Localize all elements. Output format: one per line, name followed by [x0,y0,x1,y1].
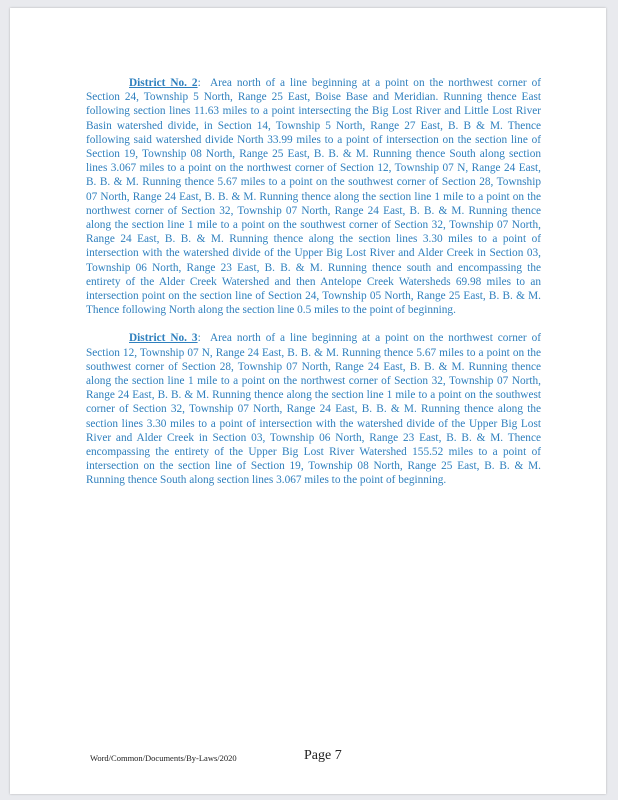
document-body [86,76,541,502]
district-3-colon: : [197,332,210,345]
district-2-heading: District No. 2 [129,77,198,89]
footer-page-number: Page 7 [304,748,342,763]
document-page [10,8,606,794]
district-2-colon: : [197,77,210,89]
district-3-heading: District No. 3 [129,332,198,345]
district-2-text: Area north of a line beginning at a point on the northwest corner of Section 24, Township 5 North, Range 25 East, Boise Base and Meridian. Running thence East following section lines 11.63 miles to a point intersecting the Big Lost River and Little Lost River Basin watershed divide, in Section 14, Township 5 North, Range 27 East, B. B & M. Thence following said watershed divide North 33.99 miles to a point of intersection on the section line of Section 19, Township 08 North, Range 25 East, B. B. & M. Running thence South along section lines 3.067 miles to a point on the northwest corner of Section 12, Township 07 N, Range 24 East, B. B. & M. Running thence 5.67 miles to a point on the southwest corner of Section 28, Township 07 North, Range 24 East, B. B. & M. Running thence along the section line 1 mile to a point on the northwest corner of Section 32, Township 07 North, Range 24 East, B. B. & M. Running thence along the section line 1 mile to a point on the southwest corner of Section 32, Township 07 North, Range 24 East, B. B. & M. Running thence along the section lines 3.30 miles to a point of intersection with the watershed divide of the Upper Big Lost River and Alder Creek in Section 03, Township 06 North, Range 23 East, B. B. & M. Running thence south and encompassing the entirety of the Alder Creek Watershed and then Antelope Creek Watersheds 69.98 miles to an intersection point on the section line of Section 24, Township 05 North, Range 25 East, B. B. & M. Thence following North along the section line 0.5 miles to the point of beginning. [86,77,542,317]
district-3-text: Area north of a line beginning at a point on the northwest corner of Section 12, Township 07 N, Range 24 East, B. B. & M. Running thence 5.67 miles to a point on the southwest corner of Section 28, Township 07 North, Range 24 East, B. B. & M. Running thence along the section line 1 mile to a point on the northwest corner of Section 32, Township 07 North, Range 24 East, B. B. & M. Running thence along the section line 1 mile to a point on the southwest corner of Section 32, Township 07 North, Range 24 East, B. B. & M. Running thence along the section lines 3.30 miles to a point of intersection with the watershed divide of the Upper Big Lost River and Alder Creek in Section 03, Township 06 North, Range 23 East, B. B. & M. Thence encompassing the entirety of the Upper Big Lost River Watershed 155.52 miles to a point of intersection on the section line of Section 19, Township 08 North, Range 25 East, B. B. & M. Running thence South along section lines 3.067 miles to the point of beginning. [86,332,542,487]
footer-file-path: Word/Common/Documents/By-Laws/2020 [90,753,237,763]
district-3-paragraph [86,331,541,487]
district-2-paragraph [86,76,541,317]
